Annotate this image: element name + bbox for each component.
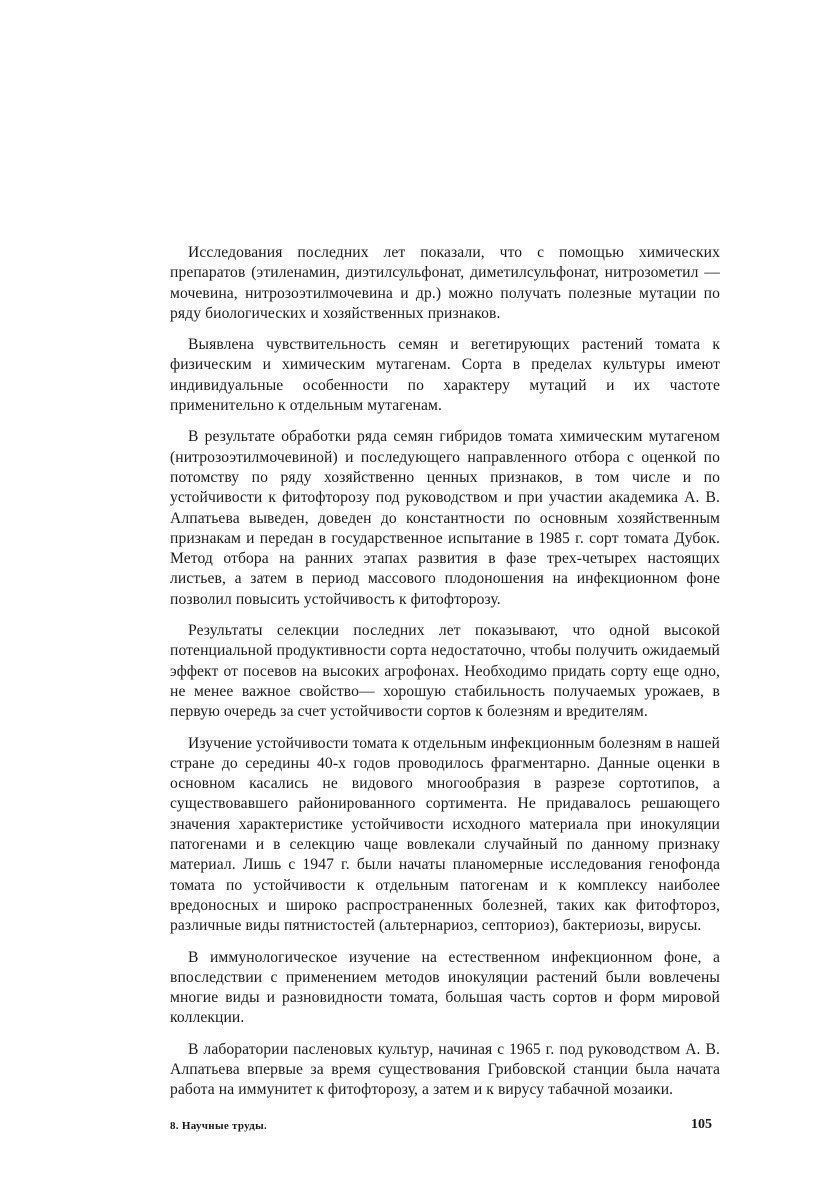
- page-number: 105: [691, 1117, 712, 1132]
- paragraph-4: Результаты селекции последних лет показывают, что одной высокой потенциальной продуктивности сорта недостаточно, чтобы получить ожидаемый эффект от посевов на высоких агрофонах. Необходимо придать сорту еще одно, не менее важное свойство— хорошую стабильность получаемых урожаев, в первую очередь за счет устойчивости сортов к болезням и вредителям.: [170, 622, 720, 721]
- paragraph-1: Исследования последних лет показали, что с помощью химических препаратов (этиленамин, диэтилсульфонат, диметилсульфонат, нитрозометил — мочевина, нитрозоэтилмочевина и др.) можно получать полезные мутации по ряду биологических и хозяйственных признаков.: [170, 244, 720, 322]
- page-footer: [170, 1117, 712, 1137]
- paragraph-2: Выявлена чувствительность семян и вегетирующих растений томата к физическим и химическим мутагенам. Сорта в пределах культуры имеют индивидуальные особенности по характеру мутаций и их частоте применительно к отдельным мутагенам.: [170, 336, 720, 415]
- paragraph-5: Изучение устойчивости томата к отдельным инфекционным болезням в нашей стране до середины 40-х годов проводилось фрагментарно. Данные оценки в основном касались не видового многообразия в разрезе сортотипов, а существовавшего районированного сортимента. Не придавалось решающего значения характеристике устойчивости исходного материала при инокуляции патогенами и в селекцию чаще вовлекали случайный по данному признаку материал. Лишь с 1947 г. были начаты планомерные исследования генофонда томата по устойчивости к отдельным патогенам и к комплексу наиболее вредоносных и широко распространенных болезней, таких как фитофтороз, различные виды пятнистостей (альтернариоз, септориоз), бактериозы, вирусы.: [170, 734, 720, 935]
- paragraph-7: В лаборатории пасленовых культур, начиная с 1965 г. под руководством А. В. Алпатьева впервые за время существования Грибовской станции была начата работа на иммунитет к фитофторозу, а затем и к вирусу табачной мозаики.: [170, 1040, 720, 1099]
- paragraph-6: В иммунологическое изучение на естественном инфекционном фоне, а впоследствии с применением методов инокуляции растений были вовлечены многие виды и разновидности томата, большая часть сортов и форм мировой коллекции.: [170, 948, 720, 1027]
- printer-signature: 8. Научные труды.: [170, 1120, 268, 1132]
- body-text: [170, 243, 720, 1112]
- paragraph-3: В результате обработки ряда семян гибридов томата химическим мутагеном (нитрозоэтилмочевиной) и последующего направленного отбора с оценкой по потомству по ряду хозяйственно ценных признаков, в том числе и по устойчивости к фитофторозу под руководством и при участии академика А. В. Алпатьева выведен, доведен до константности по основным хозяйственным признакам и передан в государственное испытание в 1985 г. сорт томата Дубок. Метод отбора на ранних этапах развития в фазе трех-четырех настоящих листьев, а затем в период массового плодоношения на инфекционном фоне позволил повысить устойчивость к фитофторозу.: [170, 428, 720, 608]
